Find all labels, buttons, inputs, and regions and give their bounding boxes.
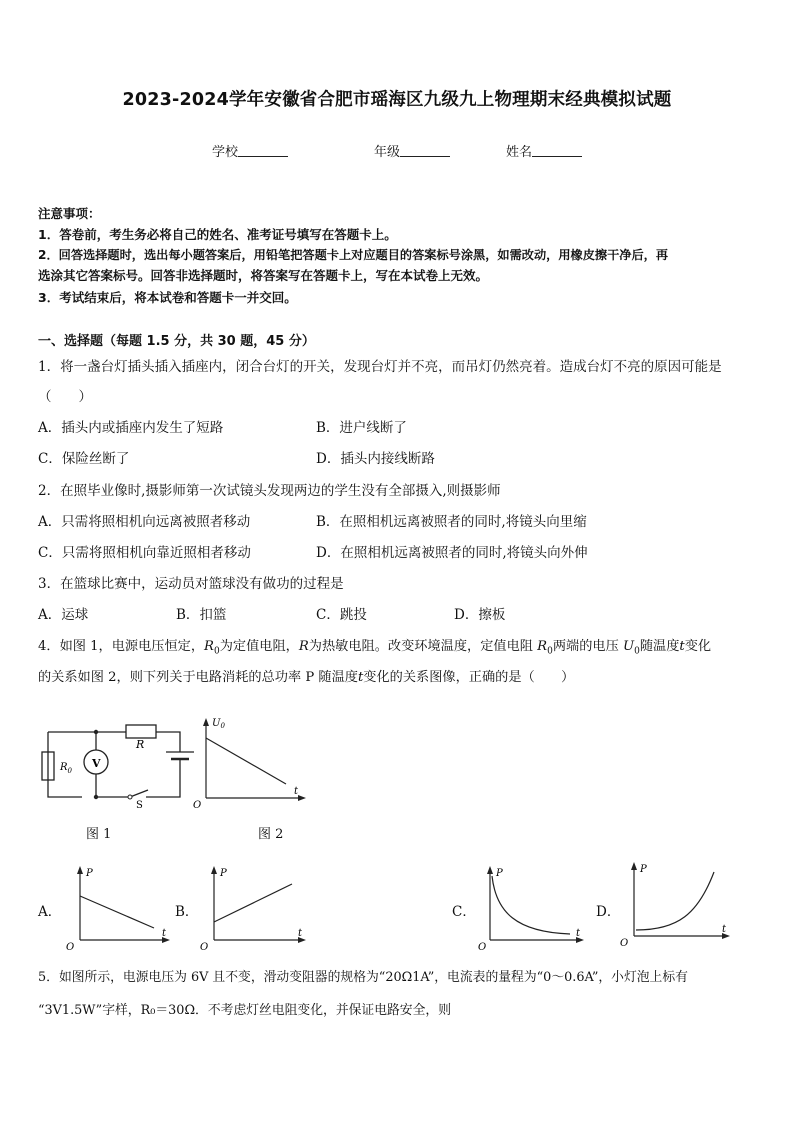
q3-option-c[interactable]: C．跳投 bbox=[316, 607, 367, 623]
q4-stem-line1: 4．如图 1，电源电压恒定，$R_0$为定值电阻，R为热敏电阻。改变环境温度，定值电阻 $R_0$两端的电压 $U_0$随温度t变化 bbox=[38, 639, 712, 657]
q1-option-c[interactable]: C．保险丝断了 bbox=[38, 451, 130, 467]
q4-option-c[interactable]: C． bbox=[452, 904, 476, 920]
figure-1-caption: 图 1 bbox=[86, 827, 112, 842]
q1-option-a[interactable]: A．插头内或插座内发生了短路 bbox=[38, 420, 224, 436]
svg-text:t: t bbox=[298, 928, 303, 939]
svg-text:t: t bbox=[722, 924, 727, 935]
q4-option-a-graph[interactable] bbox=[62, 862, 172, 952]
svg-text:O: O bbox=[200, 942, 209, 952]
q3-stem: 3．在篮球比赛中，运动员对篮球没有做功的过程是 bbox=[38, 576, 344, 592]
section-heading: 一、选择题（每题 1.5 分，共 30 题，45 分） bbox=[38, 334, 315, 349]
svg-text:P: P bbox=[496, 868, 503, 879]
q5-stem-line2: “3V1.5W”字样，R₀＝30Ω．不考虑灯丝电阻变化，并保证电路安全，则 bbox=[38, 1003, 451, 1018]
q4-option-d-graph[interactable] bbox=[618, 858, 733, 952]
q4-figure-2-graph bbox=[190, 712, 310, 812]
label-v: V bbox=[92, 757, 101, 770]
q4-stem-line2: 的关系如图 2，则下列关于电路消耗的总功率 P 随温度t变化的关系图像，正确的是（ ） bbox=[38, 670, 575, 685]
q2-option-c[interactable]: C．只需将照相机向靠近照相者移动 bbox=[38, 545, 251, 561]
svg-text:t: t bbox=[576, 928, 581, 939]
q5-stem-line1: 5．如图所示，电源电压为 6V 且不变，滑动变阻器的规格为“20Ω1A”，电流表的量程为“0～0.6A”，小灯泡上标有 bbox=[38, 970, 688, 985]
svg-text:P: P bbox=[640, 864, 647, 875]
name-field[interactable]: 姓名 bbox=[506, 141, 582, 160]
label-origin: O bbox=[193, 800, 202, 811]
q1-stem: 1．将一盏台灯插头插入插座内，闭合台灯的开关，发现台灯并不亮，而吊灯仍然亮着。造成台灯不亮的原因可能是 bbox=[38, 359, 722, 375]
school-field[interactable]: 学校 bbox=[212, 141, 288, 160]
note-1: 1．答卷前，考生务必将自己的姓名、准考证号填写在答题卡上。 bbox=[38, 227, 397, 242]
q4-option-b-graph[interactable] bbox=[198, 862, 308, 952]
figure-2-caption: 图 2 bbox=[258, 827, 284, 842]
svg-text:t: t bbox=[162, 928, 167, 939]
svg-text:P: P bbox=[86, 868, 93, 879]
label-u0: $U_0$ bbox=[212, 718, 225, 730]
q3-option-a[interactable]: A．运球 bbox=[38, 607, 89, 623]
q4-option-c-graph[interactable] bbox=[476, 862, 586, 952]
q3-option-d[interactable]: D．擦板 bbox=[454, 607, 506, 623]
q1-option-d[interactable]: D．插头内接线断路 bbox=[316, 451, 435, 467]
note-2b: 选涂其它答案标号。回答非选择题时，将答案写在答题卡上，写在本试卷上无效。 bbox=[38, 268, 489, 283]
q2-option-b[interactable]: B．在照相机远离被照者的同时,将镜头向里缩 bbox=[316, 514, 587, 530]
q4-figure-1-circuit bbox=[38, 712, 198, 812]
svg-text:O: O bbox=[620, 938, 629, 949]
note-3: 3．考试结束后，将本试卷和答题卡一并交回。 bbox=[38, 290, 297, 305]
svg-text:P: P bbox=[220, 868, 227, 879]
q1-option-b[interactable]: B．进户线断了 bbox=[316, 420, 407, 436]
page-title: 2023-2024学年安徽省合肥市瑶海区九级九上物理期末经典模拟试题 bbox=[122, 90, 672, 110]
notes-heading: 注意事项： bbox=[38, 206, 101, 221]
q2-stem: 2．在照毕业像时,摄影师第一次试镜头发现两边的学生没有全部摄入,则摄影师 bbox=[38, 483, 501, 499]
q1-paren: （ ） bbox=[38, 389, 92, 405]
label-r0: $R_0$ bbox=[60, 762, 72, 775]
note-2a: 2．回答选择题时，选出每小题答案后，用铅笔把答题卡上对应题目的答案标号涂黑，如需改动，用橡皮擦干净后，再 bbox=[38, 248, 669, 262]
q2-option-d[interactable]: D．在照相机远离被照者的同时,将镜头向外伸 bbox=[316, 545, 588, 561]
label-r: R bbox=[136, 738, 145, 751]
resistor-r bbox=[126, 725, 156, 738]
q4-option-d[interactable]: D． bbox=[596, 904, 621, 920]
q4-option-b[interactable]: B． bbox=[175, 904, 199, 920]
svg-text:O: O bbox=[478, 942, 487, 952]
q3-option-b[interactable]: B．扣篮 bbox=[176, 607, 227, 623]
q2-option-a[interactable]: A．只需将照相机向远离被照者移动 bbox=[38, 514, 251, 530]
label-s: S bbox=[136, 800, 143, 811]
label-t: t bbox=[294, 786, 299, 797]
svg-text:O: O bbox=[66, 942, 75, 952]
grade-field[interactable]: 年级 bbox=[374, 141, 450, 160]
q4-option-a[interactable]: A． bbox=[38, 904, 62, 920]
